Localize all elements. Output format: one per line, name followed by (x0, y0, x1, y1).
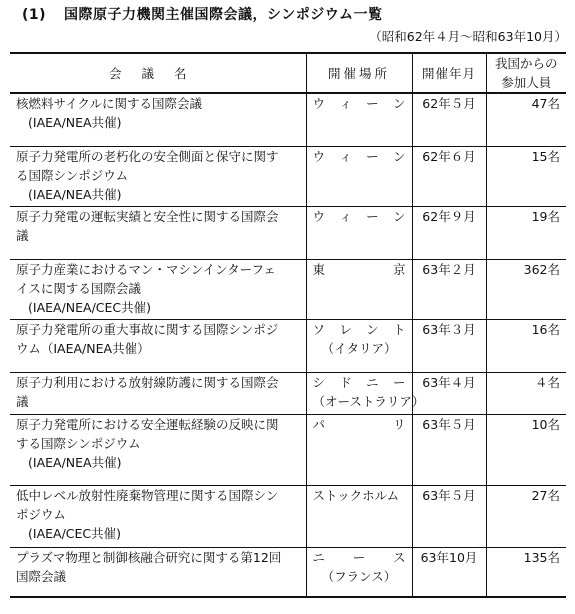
conference-name-line: 原子力産業におけるマン・マシンインターフェ (16, 261, 276, 277)
venue-city (313, 260, 406, 279)
venue-city-char: ウ (312, 208, 326, 224)
header-venue: 開催場所 (306, 53, 412, 93)
venue-cell (306, 372, 425, 414)
participant-count-cell: 10名 (486, 414, 566, 485)
venue-city-char: ウ (312, 96, 326, 111)
conference-name-line: プラズマ物理と制御核融合研究に関する第12回 (16, 549, 282, 565)
table-row (10, 259, 566, 319)
venue-country: （オーストラリア） (312, 393, 425, 409)
venue-city (313, 486, 406, 505)
venue-city-char: ウ (312, 148, 326, 164)
venue-city-char: パ (312, 416, 326, 432)
section-title-text: 国際原子力機関主催国際会議，シンポジウム一覧 (64, 7, 383, 23)
period-range: （昭和62年４月〜昭和63年10月） (369, 29, 567, 44)
conference-name-cell (10, 259, 306, 319)
venue-city (313, 415, 406, 434)
venue-city-char: ン (392, 148, 406, 164)
participant-count-cell: ４名 (486, 372, 566, 414)
venue-city-char: ィ (339, 148, 352, 164)
section-title (22, 4, 383, 24)
venue-city-char: ィ (339, 208, 352, 224)
venue-city-char: レ (339, 321, 352, 337)
conference-name-line: 原子力発電所の老朽化の安全側面と保守に関す (16, 148, 279, 164)
table-row (10, 319, 566, 372)
date-cell: 63年４月 (412, 372, 486, 414)
date-cell: 63年５月 (412, 485, 486, 547)
venue-cell (306, 485, 412, 547)
venue-city-char: ス (392, 549, 406, 565)
table-row (10, 547, 566, 597)
conference-name-cell (10, 547, 306, 597)
venue-city-char: ソ (312, 321, 326, 337)
date-cell: 63年２月 (412, 259, 486, 319)
venue-cell (306, 93, 412, 146)
participant-count-cell: 27名 (486, 485, 566, 547)
table-row (10, 372, 566, 414)
conference-name-line: 低中レベル放射性廃棄物管理に関する国際シン (16, 487, 279, 503)
date-cell: 63年10月 (412, 547, 486, 597)
conference-name-line: る国際シンポジウム (16, 167, 129, 183)
venue-city-char: ン (392, 96, 406, 111)
venue-cell (306, 547, 412, 597)
date-cell: 63年３月 (412, 319, 486, 372)
conference-name-line: イスに関する国際会議 (16, 280, 141, 296)
header-participants (486, 53, 566, 93)
table-row (10, 146, 566, 206)
co-sponsor-note: (IAEA/NEA共催) (28, 454, 122, 470)
participant-count-cell: 135名 (486, 547, 566, 597)
table-header-row (10, 53, 566, 93)
venue-city-char: ー (366, 96, 379, 111)
conference-table (10, 52, 566, 598)
table-row (10, 93, 566, 146)
venue-cell (306, 319, 412, 372)
venue-city-char: ン (392, 208, 406, 224)
header-participants-line1: 我国からの (494, 56, 558, 71)
date-cell: 62年５月 (412, 93, 486, 146)
venue-cell (306, 146, 412, 206)
conference-name-line: 原子力発電の運転実績と安全性に関する国際会 (16, 208, 279, 224)
conference-name-line: ポジウム (16, 506, 66, 522)
table-row (10, 485, 566, 547)
venue-city-char: ニ (366, 374, 379, 390)
venue-cell (306, 414, 412, 485)
participant-count-cell: 47名 (486, 93, 566, 146)
conference-name-line: 原子力発電所の重大事故に関する国際シンポジ (16, 321, 279, 337)
participant-count-cell: 19名 (486, 206, 566, 259)
venue-cell (306, 206, 412, 259)
venue-city (313, 147, 406, 166)
venue-city (313, 548, 406, 567)
section-number: (1) (22, 7, 47, 23)
venue-city (313, 373, 406, 392)
venue-city-char: 東 (312, 261, 326, 277)
venue-city-char: シ (312, 374, 326, 390)
header-conference-name: 会議名 (10, 53, 306, 93)
conference-name-line: 議 (16, 393, 29, 409)
conference-name-line: 原子力発電所における安全運転経験の反映に関 (16, 416, 279, 432)
participant-count-cell: 362名 (486, 259, 566, 319)
venue-city (313, 94, 406, 113)
header-participants-line2: 参加人員 (501, 75, 552, 90)
venue-cell (306, 259, 412, 319)
venue-city (313, 320, 406, 339)
table-row (10, 414, 566, 485)
venue-city-char: ー (366, 148, 379, 164)
conference-name-line: 国際会議 (16, 568, 67, 584)
conference-name-cell (10, 93, 306, 146)
venue-city-char: ー (392, 374, 406, 390)
venue-city (313, 207, 406, 226)
conference-name-line: する国際シンポジウム (16, 435, 141, 451)
co-sponsor-note: (IAEA/CEC共催) (28, 525, 122, 541)
conference-name-line: 議 (16, 227, 29, 243)
conference-name-line: 核燃料サイクルに関する国際会議 (16, 96, 203, 111)
venue-country: （イタリア） (321, 340, 397, 356)
conference-name-line: 原子力利用における放射線防護に関する国際会 (16, 374, 279, 390)
header-date: 開催年月 (412, 53, 486, 93)
venue-country: （フランス） (321, 568, 397, 584)
venue-city-char: ド (339, 374, 352, 390)
participant-count-cell: 16名 (486, 319, 566, 372)
venue-city-char: ストックホルム (312, 487, 400, 503)
venue-city-char: ィ (339, 96, 352, 111)
conference-name-line: ウム（IAEA/NEA共催） (16, 340, 150, 356)
date-cell: 62年９月 (412, 206, 486, 259)
co-sponsor-note: (IAEA/NEA共催) (28, 186, 122, 202)
table-row (10, 206, 566, 259)
date-cell: 62年６月 (412, 146, 486, 206)
venue-city-char: ン (366, 321, 379, 337)
venue-city-char: ー (366, 208, 379, 224)
conference-name-cell (10, 372, 306, 414)
venue-city-char: ー (352, 549, 366, 565)
conference-name-cell (10, 146, 306, 206)
venue-city-char: 京 (392, 261, 406, 277)
date-cell: 63年５月 (412, 414, 486, 485)
conference-name-cell (10, 206, 306, 259)
venue-city-char: ニ (312, 549, 326, 565)
venue-city-char: ト (392, 321, 406, 337)
conference-name-cell (10, 485, 306, 547)
conference-name-cell (10, 414, 306, 485)
co-sponsor-note: (IAEA/NEA/CEC共催) (28, 299, 152, 315)
venue-city-char: リ (392, 416, 406, 432)
conference-name-cell (10, 319, 306, 372)
participant-count-cell: 15名 (486, 146, 566, 206)
co-sponsor-note: (IAEA/NEA共催) (28, 115, 122, 130)
